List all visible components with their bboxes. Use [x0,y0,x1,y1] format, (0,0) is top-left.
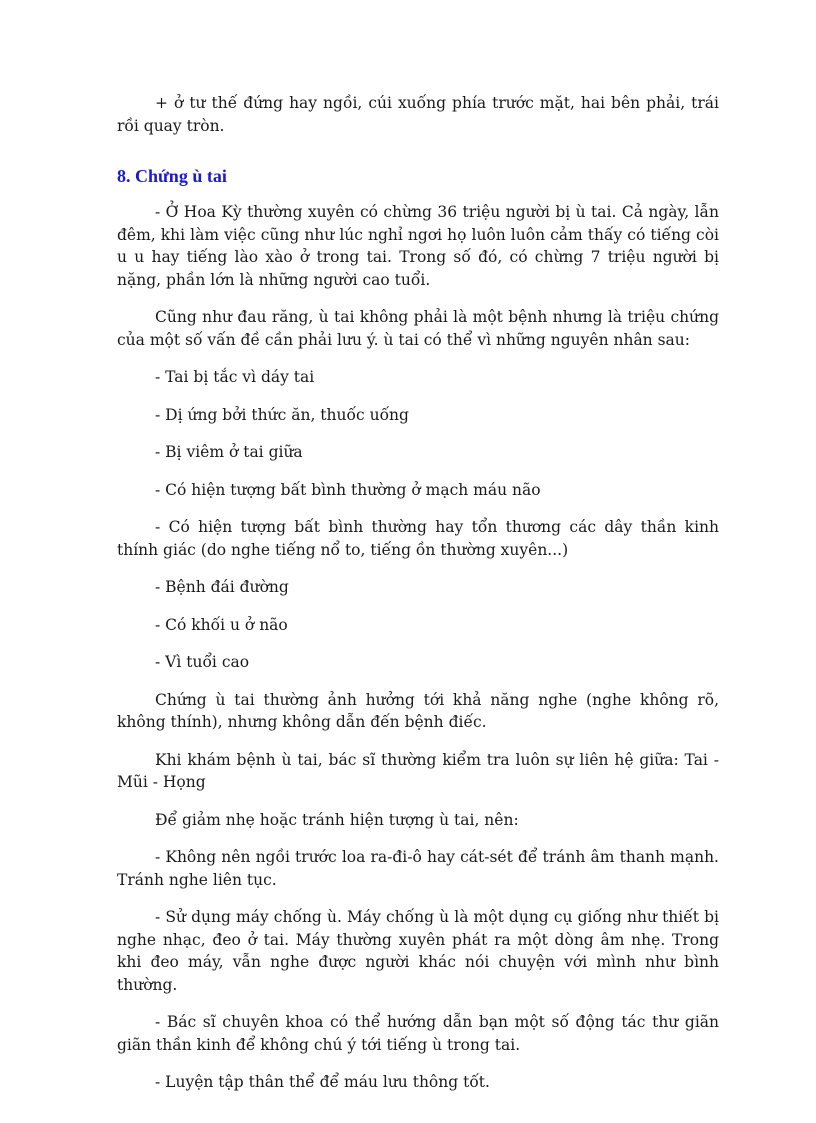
cause-item: - Có khối u ở não [155,615,288,634]
paragraph-prevention-intro: Để giảm nhẹ hoặc tránh hiện tượng ù tai, nên: [155,810,519,829]
paragraph-prevalence: - Ở Hoa Kỳ thường xuyên có chừng 36 triệu người bị ù tai. Cả ngày, lẫn đêm, khi làm việc cũng như lúc nghỉ ngơi họ luôn luôn cảm thấy có tiếng còi u u hay tiếng lào xào ở trong tai. Trong số đó, có chừng 7 triệu người bị nặng, phần lớn là những người cao tuổi. [117,203,719,289]
prevention-item: - Không nên ngồi trước loa ra-đi-ô hay cát-sét để tránh âm thanh mạnh. Tránh nghe liên tục. [117,848,719,889]
cause-item: - Vì tuổi cao [155,653,250,671]
paragraph-effect: Chứng ù tai thường ảnh hưởng tới khả năng nghe (nghe không rõ, không thính), nhưng không dẫn đến bệnh điếc. [117,690,719,731]
section-heading: 8. Chứng ù tai [117,166,227,186]
prevention-item: - Sử dụng máy chống ù. Máy chống ù là một dụng cụ giống như thiết bị nghe nhạc, đeo ở tai. Máy thường xuyên phát ra một dòng âm nhẹ. Trong khi đeo máy, vẫn nghe được người khác nói chuyện với mình như bình thường. [117,908,719,994]
cause-item: - Có hiện tượng bất bình thường ở mạch máu não [155,480,541,499]
prevention-item: - Bác sĩ chuyên khoa có thể hướng dẫn bạn một số động tác thư giãn giãn thần kinh để không chú ý tới tiếng ù trong tai. [117,1013,719,1054]
paragraph-exam: Khi khám bệnh ù tai, bác sĩ thường kiểm tra luôn sự liên hệ giữa: Tai - Mũi - Họng [117,750,719,791]
cause-item: - Có hiện tượng bất bình thường hay tổn thương các dây thần kinh thính giác (do nghe tiếng nổ to, tiếng ồn thường xuyên...) [117,518,719,559]
intro-paragraph: + ở tư thế đứng hay ngồi, cúi xuống phía trước mặt, hai bên phải, trái rồi quay tròn. [117,94,719,135]
document-page [117,92,719,1109]
cause-item: - Bệnh đái đường [155,578,289,596]
paragraph-symptom: Cũng như đau răng, ù tai không phải là một bệnh nhưng là triệu chứng của một số vấn đề cần phải lưu ý. ù tai có thể vì những nguyên nhân sau: [117,308,719,349]
prevention-item: - Luyện tập thân thể để máu lưu thông tốt. [155,1073,490,1091]
cause-item: - Bị viêm ở tai giữa [155,443,303,461]
cause-item: - Tai bị tắc vì dáy tai [155,368,315,386]
cause-item: - Dị ứng bởi thức ăn, thuốc uống [155,405,409,424]
